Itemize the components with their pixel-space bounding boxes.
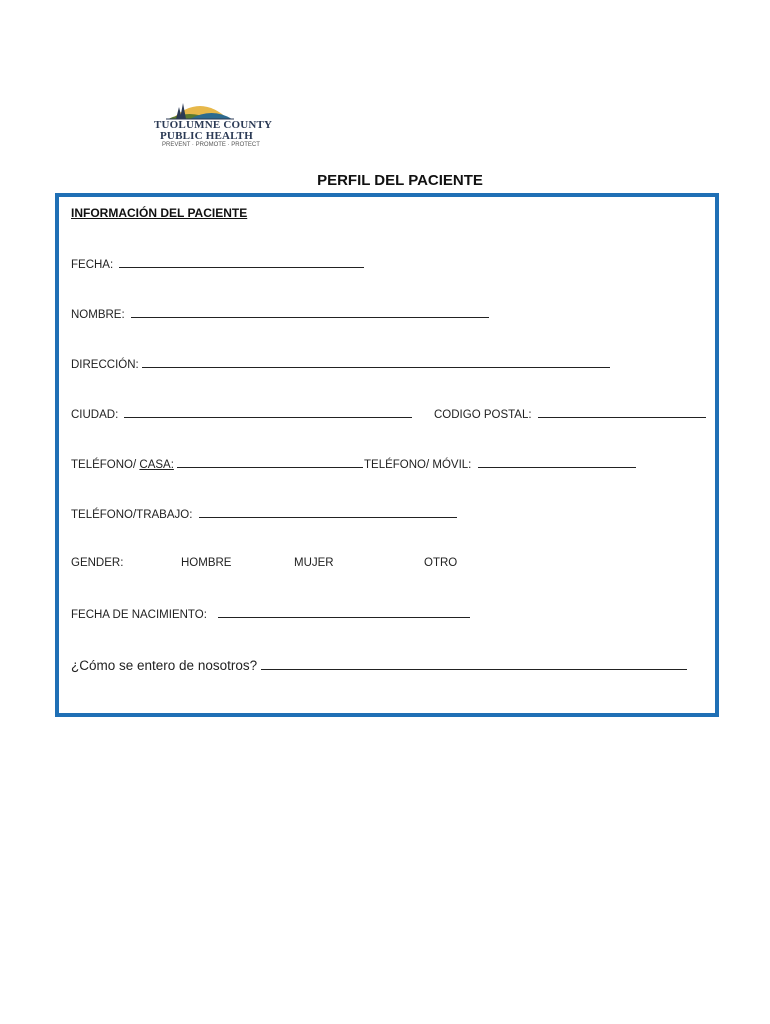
logo-text-line1: TUOLUMNE COUNTY	[154, 119, 273, 131]
telefono-casa-label: CASA:	[139, 459, 174, 471]
question-label: ¿Cómo se entero de nosotros?	[71, 658, 258, 673]
ciudad-field[interactable]	[124, 407, 412, 418]
patient-form	[55, 193, 719, 717]
telefono-movil-row	[364, 457, 636, 471]
direccion-row	[71, 357, 610, 371]
gender-option-mujer[interactable]: MUJER	[294, 557, 334, 569]
fecha-nacimiento-row	[71, 607, 470, 621]
nombre-row	[71, 307, 489, 321]
telefono-casa-prefix: TELÉFONO/	[71, 459, 137, 471]
direccion-field[interactable]	[142, 357, 610, 368]
nombre-label: NOMBRE:	[71, 309, 125, 321]
telefono-trabajo-label: TELÉFONO/TRABAJO:	[71, 509, 193, 521]
telefono-trabajo-row	[71, 507, 457, 521]
telefono-movil-label: TELÉFONO/ MÓVIL:	[364, 459, 472, 471]
fecha-label: FECHA:	[71, 259, 114, 271]
codigo-postal-field[interactable]	[538, 407, 706, 418]
question-field[interactable]	[261, 659, 687, 670]
logo-tagline: PREVENT · PROMOTE · PROTECT	[162, 142, 260, 148]
telefono-movil-field[interactable]	[478, 457, 636, 468]
fecha-nacimiento-label: FECHA DE NACIMIENTO:	[71, 609, 207, 621]
gender-row	[71, 557, 123, 569]
page-title: PERFIL DEL PACIENTE	[317, 172, 483, 189]
fecha-row	[71, 257, 364, 271]
ciudad-row	[71, 407, 412, 421]
telefono-casa-row	[71, 457, 363, 471]
gender-option-otro[interactable]: OTRO	[424, 557, 458, 569]
nombre-field[interactable]	[131, 307, 489, 318]
codigo-postal-row	[434, 407, 706, 421]
question-row	[71, 658, 687, 673]
ciudad-label: CIUDAD:	[71, 409, 119, 421]
fecha-nacimiento-field[interactable]	[218, 607, 470, 618]
logo	[150, 95, 273, 151]
telefono-trabajo-field[interactable]	[199, 507, 457, 518]
direccion-label: DIRECCIÓN:	[71, 359, 139, 371]
fecha-field[interactable]	[119, 257, 364, 268]
codigo-postal-label: CODIGO POSTAL:	[434, 409, 532, 421]
logo-text-line2: PUBLIC HEALTH	[160, 130, 253, 142]
gender-option-hombre[interactable]: HOMBRE	[181, 557, 232, 569]
section-heading: INFORMACIÓN DEL PACIENTE	[71, 206, 248, 220]
gender-label: GENDER:	[71, 557, 124, 569]
telefono-casa-field[interactable]	[177, 457, 363, 468]
